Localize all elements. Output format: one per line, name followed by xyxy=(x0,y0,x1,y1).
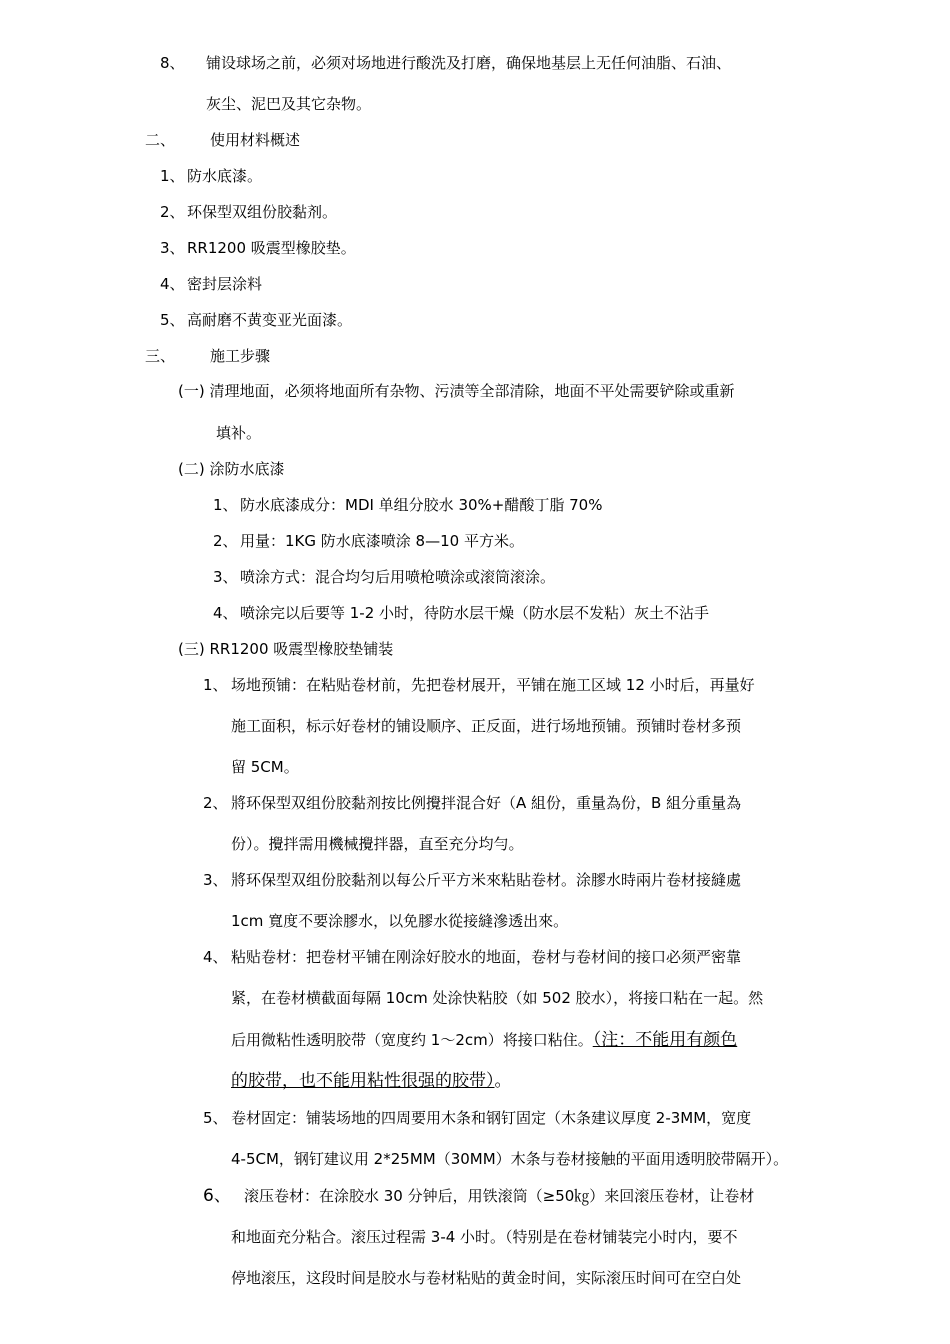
step-3-item-3-number: 3、 xyxy=(203,871,228,889)
step-3-item-4-number: 4、 xyxy=(203,948,228,966)
step-3-item-6-line-1: 滚压卷材：在涂胶水 30 分钟后，用铁滚筒（≥50㎏）来回滚压卷材，让卷材 xyxy=(244,1187,755,1205)
item-8-line-2: 灰尘、泥巴及其它杂物。 xyxy=(206,95,372,113)
step-3-item-4-note-end: 。 xyxy=(494,1071,512,1091)
step-3-item-1-line-1: 场地预铺：在粘贴卷材前，先把卷材展开，平铺在施工区域 12 小时后，再量好 xyxy=(231,676,755,694)
material-2-text: 环保型双组份胶黏剂。 xyxy=(187,203,338,221)
step-3-item-6-line-2: 和地面充分粘合。滚压过程需 3-4 小时。（特别是在卷材铺装完小时内，要不 xyxy=(231,1228,738,1246)
material-4-text: 密封层涂料 xyxy=(187,275,263,293)
step-3-item-2-line-2: 份）。攪拌需用機械攪拌器，直至充分均勻。 xyxy=(231,835,524,853)
section-2-number: 二、 xyxy=(145,131,176,149)
step-3-item-1-number: 1、 xyxy=(203,676,228,694)
step-2-item-2-text: 用量：1KG 防水底漆喷涂 8—10 平方米。 xyxy=(240,532,524,550)
step-3-item-4-line-4-group xyxy=(231,1070,512,1092)
step-2-title: (二) 涂防水底漆 xyxy=(178,460,285,478)
material-3-text: RR1200 吸震型橡胶垫。 xyxy=(187,239,356,257)
section-3-number: 三、 xyxy=(145,347,176,365)
step-3-item-5-line-2: 4-5CM，钢钉建议用 2*25MM（30MM）木条与卷材接触的平面用透明胶带隔开）。 xyxy=(231,1150,789,1168)
material-5-text: 高耐磨不黄变亚光面漆。 xyxy=(187,311,353,329)
step-3-item-6-line-3: 停地滚压，这段时间是胶水与卷材粘贴的黄金时间，实际滚压时间可在空白处 xyxy=(231,1269,742,1287)
step-2-item-3-text: 喷涂方式：混合均匀后用喷枪喷涂或滚筒滚涂。 xyxy=(240,568,556,586)
step-3-item-4-line-2: 紧，在卷材横截面每隔 10cm 处涂快粘胶（如 502 胶水），将接口粘在一起。然 xyxy=(231,989,764,1007)
step-2-item-4-number: 4、 xyxy=(213,604,238,622)
material-2-number: 2、 xyxy=(160,203,185,221)
material-4-number: 4、 xyxy=(160,275,185,293)
item-8-number: 8、 xyxy=(160,54,185,72)
step-3-item-3-line-1: 將环保型双组份胶黏剂以每公斤平方米來粘貼卷材。涂膠水時兩片卷材接縫處 xyxy=(231,871,742,889)
step-2-item-2-number: 2、 xyxy=(213,532,238,550)
material-1-number: 1、 xyxy=(160,167,185,185)
step-3-item-2-line-1: 將环保型双组份胶黏剂按比例攪拌混合好（A 組份，重量為份，B 組分重量為 xyxy=(231,794,742,812)
step-3-item-5-line-1: 卷材固定：铺装场地的四周要用木条和钢钉固定（木条建议厚度 2-3MM，宽度 xyxy=(231,1109,752,1127)
material-3-number: 3、 xyxy=(160,239,185,257)
step-3-item-6-number: 6、 xyxy=(203,1186,231,1206)
section-2-title: 使用材料概述 xyxy=(210,131,301,149)
step-1-line-2: 填补。 xyxy=(216,424,262,442)
step-2-item-1-text: 防水底漆成分：MDI 单组分胶水 30%+醋酸丁脂 70% xyxy=(240,496,603,514)
step-3-title: (三) RR1200 吸震型橡胶垫铺装 xyxy=(178,640,394,658)
item-8-line-1: 铺设球场之前，必须对场地进行酸洗及打磨，确保地基层上无任何油脂、石油、 xyxy=(206,54,732,72)
material-1-text: 防水底漆。 xyxy=(187,167,263,185)
step-3-item-2-number: 2、 xyxy=(203,794,228,812)
material-5-number: 5、 xyxy=(160,311,185,329)
step-3-item-5-number: 5、 xyxy=(203,1109,228,1127)
section-3-title: 施工步骤 xyxy=(210,347,271,365)
step-3-item-4-line-3: 后用微粘性透明胶带（宽度约 1～2cm）将接口粘住。 xyxy=(231,1031,593,1049)
step-3-item-4-line-3-group xyxy=(231,1029,737,1051)
step-3-item-3-line-2: 1cm 寬度不要涂膠水，以免膠水從接縫滲透出來。 xyxy=(231,912,569,930)
step-2-item-3-number: 3、 xyxy=(213,568,238,586)
step-2-item-1-number: 1、 xyxy=(213,496,238,514)
step-3-item-4-note-1: （注：不能用有颜色 xyxy=(592,1030,738,1050)
step-3-item-4-note-2: 的胶带，也不能用粘性很强的胶带） xyxy=(231,1071,495,1091)
step-3-item-1-line-3: 留 5CM。 xyxy=(231,758,299,776)
step-3-item-1-line-2: 施工面积，标示好卷材的铺设顺序、正反面，进行场地预铺。预铺时卷材多预 xyxy=(231,717,742,735)
step-1-line-1: (一) 清理地面，必须将地面所有杂物、污渍等全部清除，地面不平处需要铲除或重新 xyxy=(178,382,735,400)
step-2-item-4-text: 喷涂完以后要等 1-2 小时，待防水层干燥（防水层不发粘）灰土不沾手 xyxy=(240,604,710,622)
step-3-item-4-line-1: 粘贴卷材：把卷材平铺在刚涂好胶水的地面，卷材与卷材间的接口必须严密靠 xyxy=(231,948,742,966)
